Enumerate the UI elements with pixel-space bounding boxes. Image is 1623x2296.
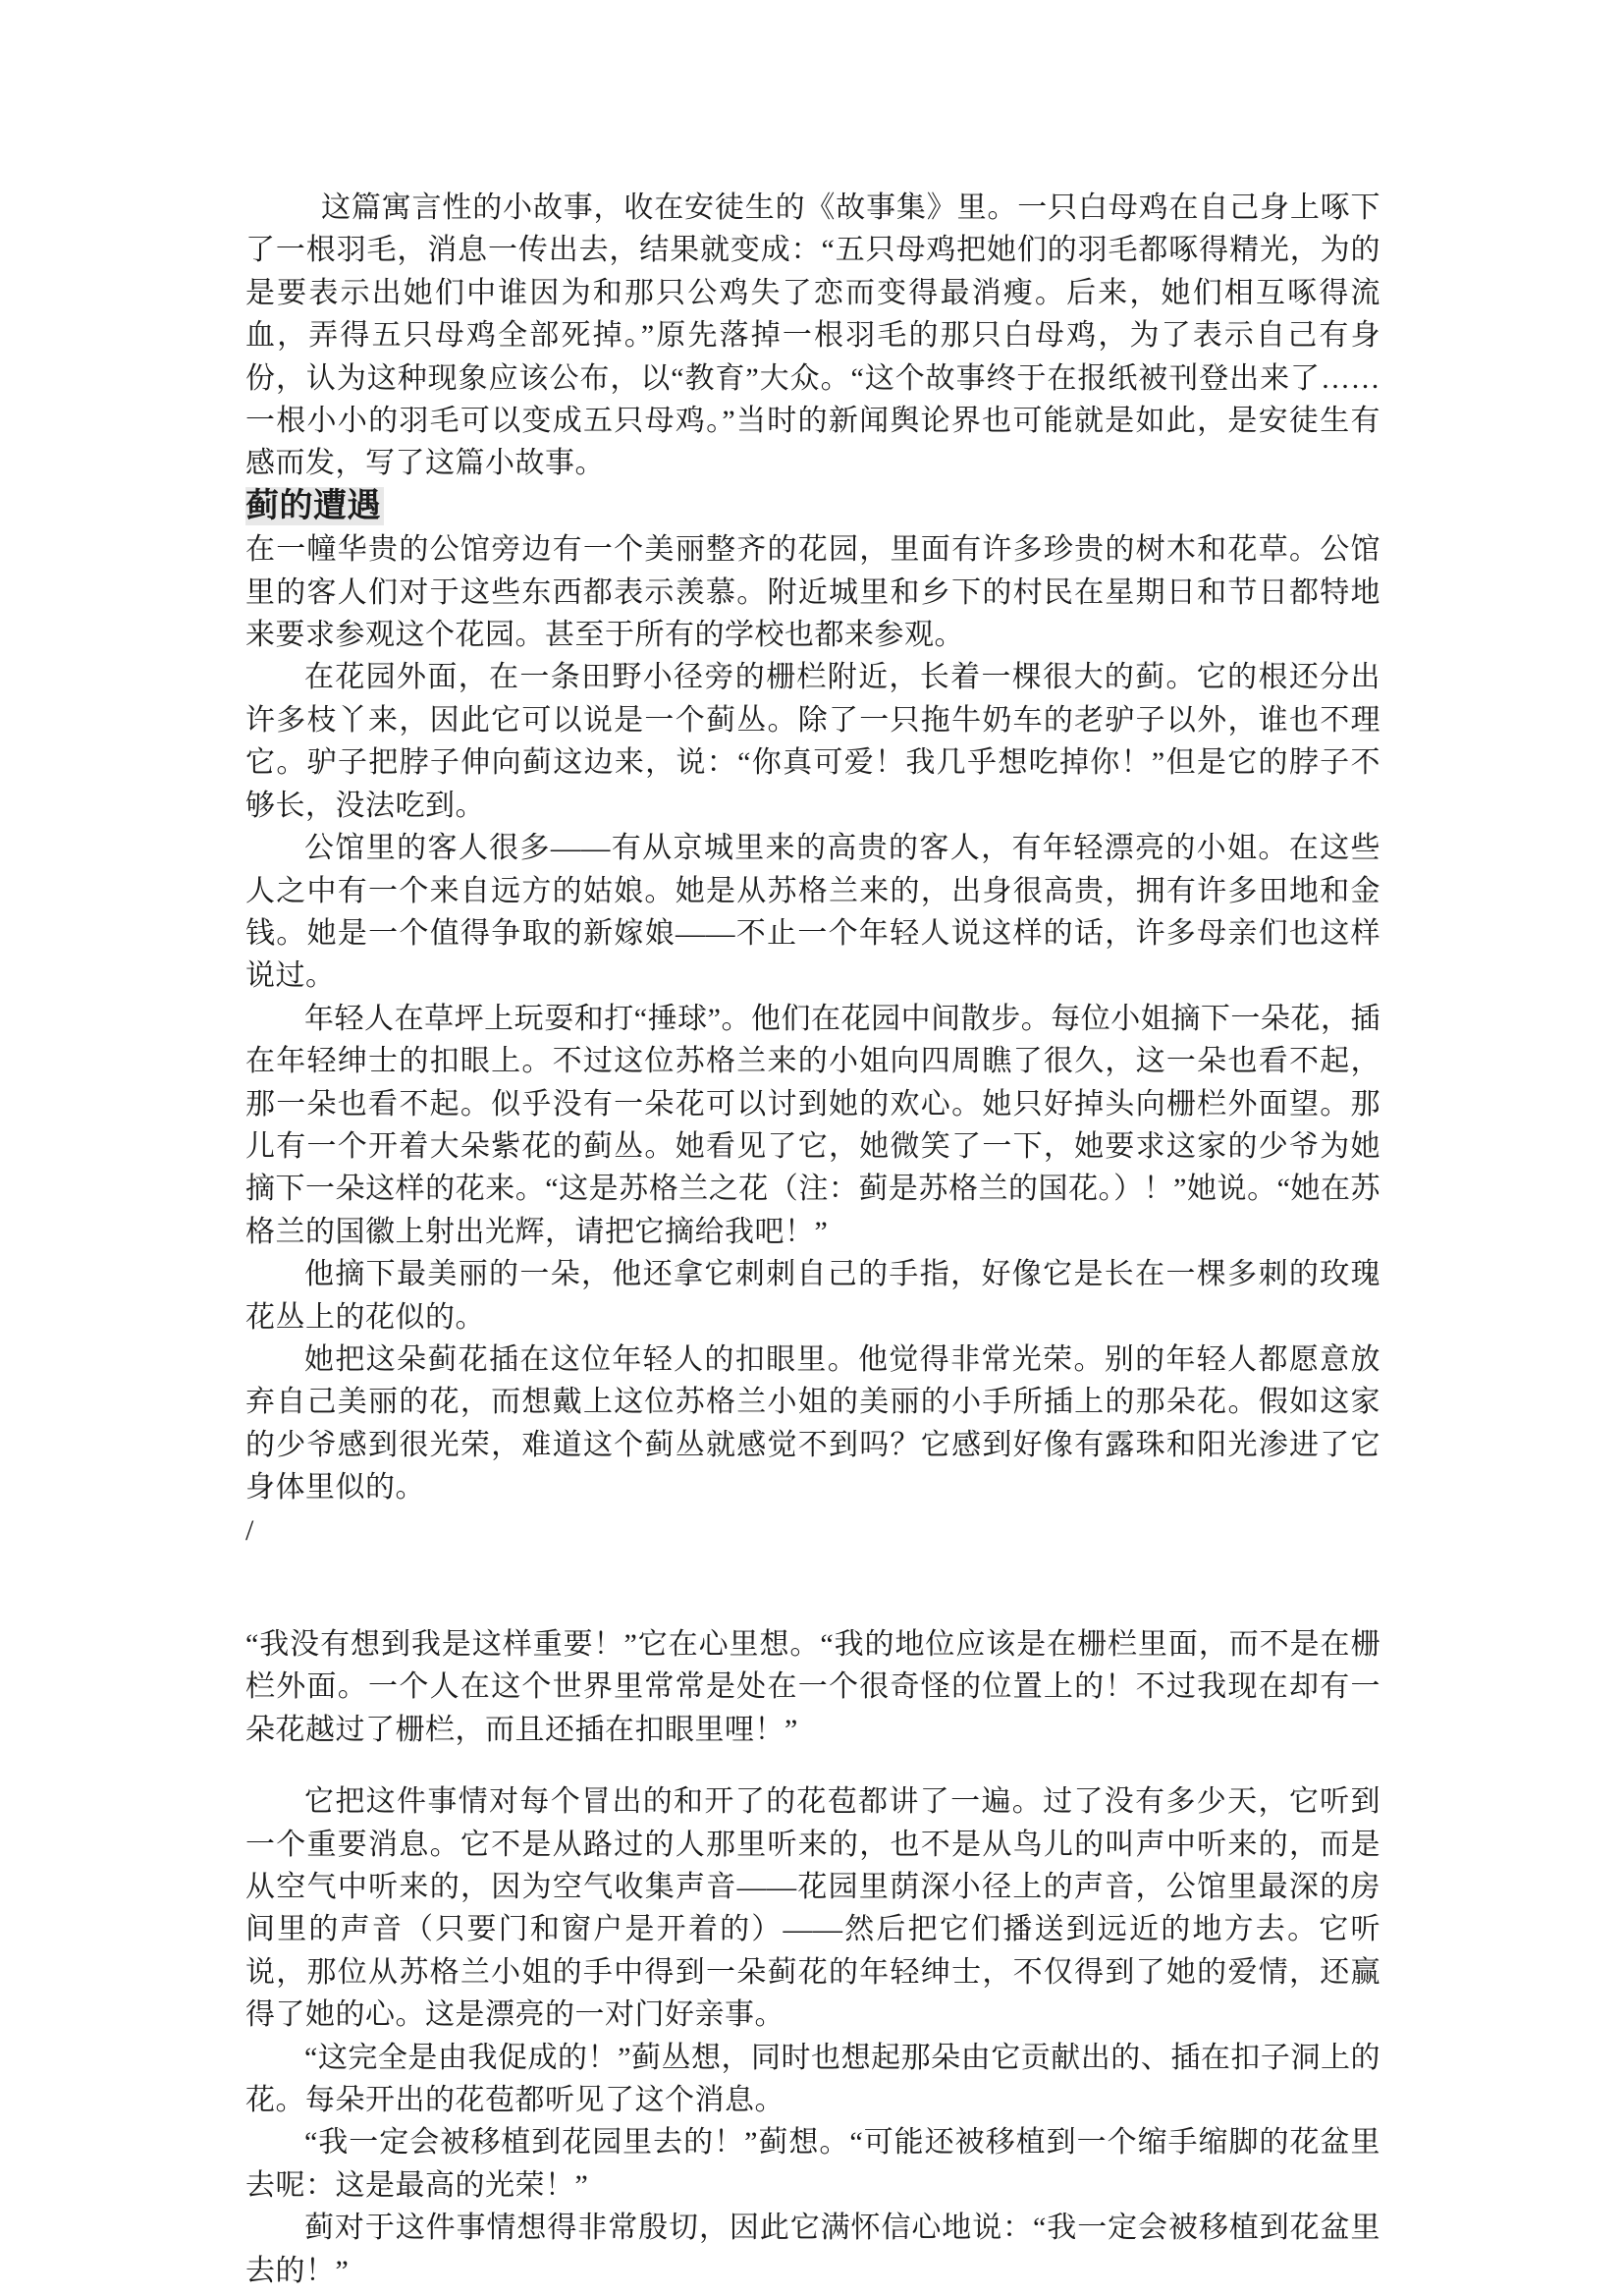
blank-line [245,1751,1380,1780]
paragraph: 在花园外面，在一条田野小径旁的栅栏附近，长着一棵很大的蓟。它的根还分出许多枝丫来，因此它可以说是一个蓟丛。除了一只拖牛奶车的老驴子以外，谁也不理它。驴子把脖子伸向蓟这边来，说：“你真可爱！我几乎想吃掉你！”但是它的脖子不够长，没法吃到。 [245,661,1380,822]
paragraph: “我一定会被移植到花园里去的！”蓟想。“可能还被移植到一个缩手缩脚的花盆里去呢：这是最高的光荣！” [245,2126,1380,2202]
section-heading-text: 蓟的遭遇 [245,487,384,525]
slash-line: / [245,1513,254,1547]
paragraph: “这完全是由我促成的！”蓟丛想，同时也想起那朵由它贡献出的、插在扣子洞上的花。每朵开出的花苞都听见了这个消息。 [245,2041,1380,2117]
section-heading [245,485,1380,528]
paragraph: 公馆里的客人很多——有从京城里来的高贵的客人，有年轻漂亮的小姐。在这些人之中有一个来自远方的姑娘。她是从苏格兰来的，出身很高贵，拥有许多田地和金钱。她是一个值得争取的新嫁娘——不止一个年轻人说这样的话，许多母亲们也这样说过。 [245,832,1380,993]
paragraph: 他摘下最美丽的一朵，他还拿它刺刺自己的手指，好像它是长在一棵多刺的玫瑰花丛上的花似的。 [245,1258,1380,1334]
blank-line [245,1552,1380,1623]
paragraph: 在一幢华贵的公馆旁边有一个美丽整齐的花园，里面有许多珍贵的树木和花草。公馆里的客人们对于这些东西都表示羡慕。附近城里和乡下的村民在星期日和节日都特地来要求参观这个花园。甚至于所有的学校也都来参观。 [245,533,1380,652]
paragraph: 蓟对于这件事情想得非常殷切，因此它满怀信心地说：“我一定会被移植到花盆里去的！” [245,2212,1380,2287]
intro-paragraph: 这篇寓言性的小故事，收在安徒生的《故事集》里。一只白母鸡在自己身上啄下了一根羽毛，消息一传出去，结果就变成：“五只母鸡把她们的羽毛都啄得精光，为的是要表示出她们中谁因为和那只公鸡失了恋而变得最消瘦。后来，她们相互啄得流血，弄得五只母鸡全部死掉。”原先落掉一根羽毛的那只白母鸡，为了表示自己有身份，认为这种现象应该公布，以“教育”大众。“这个故事终于在报纸被刊登出来了……一根小小的羽毛可以变成五只母鸡。”当时的新闻舆论界也可能就是如此，是安徒生有感而发，写了这篇小故事。 [245,191,1380,480]
paragraph: 她把这朵蓟花插在这位年轻人的扣眼里。他觉得非常光荣。别的年轻人都愿意放弃自己美丽的花，而想戴上这位苏格兰小姐的美丽的小手所插上的那朵花。假如这家的少爷感到很光荣，难道这个蓟丛就感觉不到吗？它感到好像有露珠和阳光渗进了它身体里似的。 [245,1342,1380,1504]
paragraph: 年轻人在草坪上玩耍和打“捶球”。他们在花园中间散步。每位小姐摘下一朵花，插在年轻绅士的扣眼上。不过这位苏格兰来的小姐向四周瞧了很久，这一朵也看不起，那一朵也看不起。似乎没有一朵花可以讨到她的欢心。她只好掉头向栅栏外面望。那儿有一个开着大朵紫花的蓟丛。她看见了它，她微笑了一下，她要求这家的少爷为她摘下一朵这样的花来。“这是苏格兰之花（注：蓟是苏格兰的国花。）！”她说。“她在苏格兰的国徽上射出光辉，请把它摘给我吧！” [245,1002,1380,1248]
paragraph: 它把这件事情对每个冒出的和开了的花苞都讲了一遍。过了没有多少天，它听到一个重要消息。它不是从路过的人那里听来的，也不是从鸟儿的叫声中听来的，而是从空气中听来的，因为空气收集声音——花园里荫深小径上的声音，公馆里最深的房间里的声音（只要门和窗户是开着的）——然后把它们播送到远近的地方去。它听说，那位从苏格兰小姐的手中得到一朵蓟花的年轻绅士，不仅得到了她的爱情，还赢得了她的心。这是漂亮的一对门好亲事。 [245,1785,1380,2032]
text-block [245,187,1380,2292]
paragraph: “我没有想到我是这样重要！”它在心里想。“我的地位应该是在栅栏里面，而不是在栅栏外面。一个人在这个世界里常常是处在一个很奇怪的位置上的！不过我现在却有一朵花越过了栅栏，而且还插在扣眼里哩！” [245,1628,1380,1746]
